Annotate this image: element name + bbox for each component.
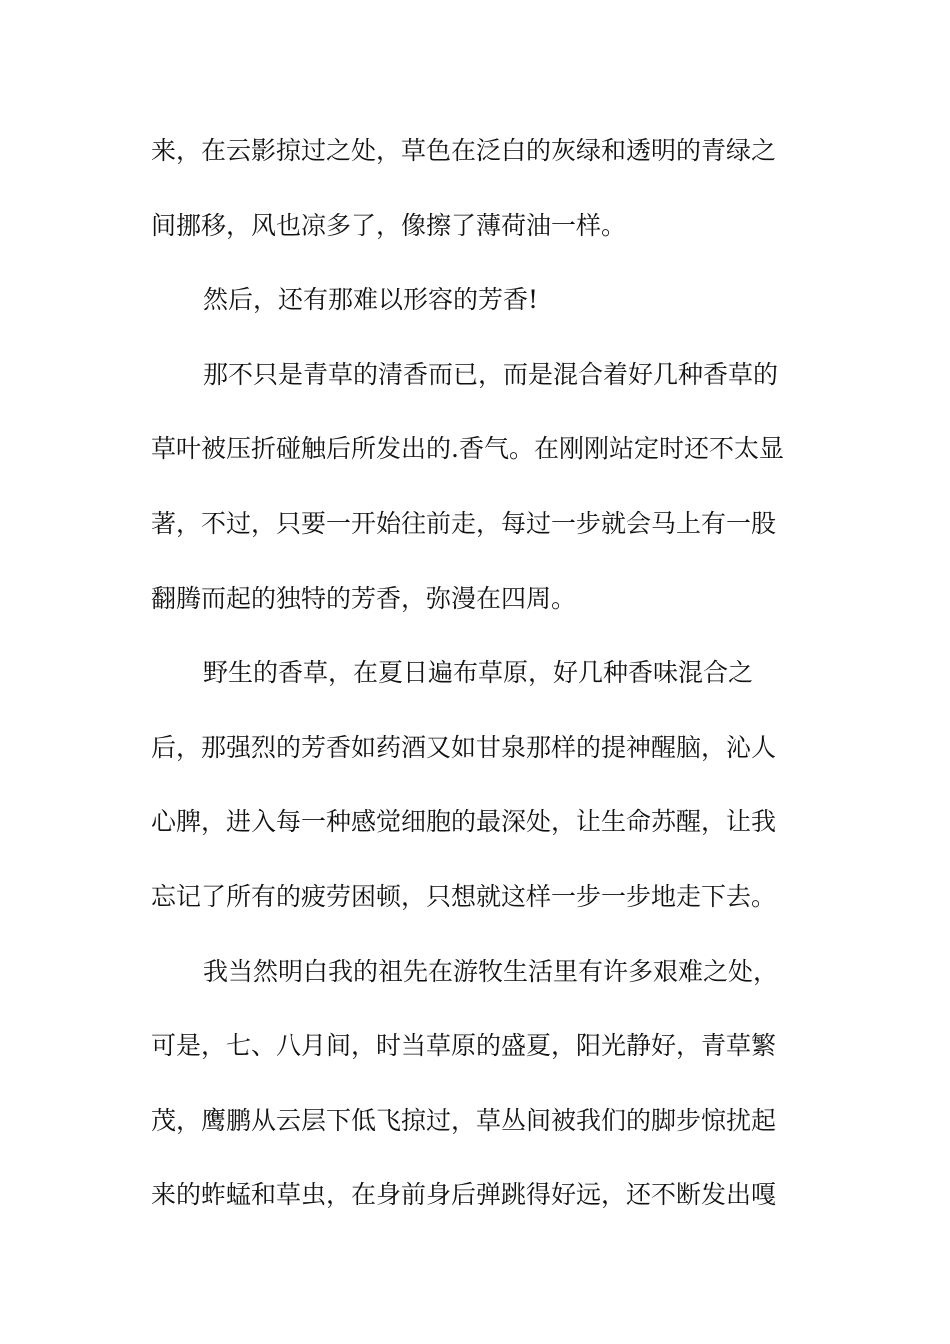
text-line: 可是，七、八月间，时当草原的盛夏，阳光静好，青草繁 [151, 1031, 777, 1061]
text-line: 来的蚱蜢和草虫，在身前身后弹跳得好远，还不断发出嘎 [151, 1180, 777, 1210]
text-line: 间挪移，风也凉多了，像擦了薄荷油一样。 [151, 210, 627, 240]
article-text [151, 126, 811, 1245]
text-line: 著，不过，只要一开始往前走，每过一步就会马上有一股 [151, 508, 777, 538]
paragraph-start-line: 我当然明白我的祖先在游牧生活里有许多艰难之处， [203, 956, 779, 986]
paragraph-start-line: 那不只是青草的清香而已，而是混合着好几种香草的 [203, 359, 779, 389]
text-line: 心脾，进入每一种感觉细胞的最深处，让生命苏醒，让我 [151, 807, 777, 837]
text-line: 草叶被压折碰触后所发出的.香气。在刚刚站定时还不太显 [151, 434, 784, 464]
text-line: 后，那强烈的芳香如药酒又如甘泉那样的提神醒脑，沁人 [151, 732, 777, 762]
text-line: 来，在云影掠过之处，草色在泛白的灰绿和透明的青绿之 [151, 136, 777, 165]
text-line: 翻腾而起的独特的芳香，弥漫在四周。 [151, 583, 577, 613]
paragraph-start-line: 野生的香草，在夏日遍布草原，好几种香味混合之 [203, 658, 754, 688]
text-line: 茂，鹰鹏从云层下低飞掠过，草丛间被我们的脚步惊扰起 [151, 1105, 777, 1135]
paragraph-start-line: 然后，还有那难以形容的芳香! [203, 285, 539, 315]
text-line: 忘记了所有的疲劳困顿，只想就这样一步一步地走下去。 [151, 881, 777, 911]
